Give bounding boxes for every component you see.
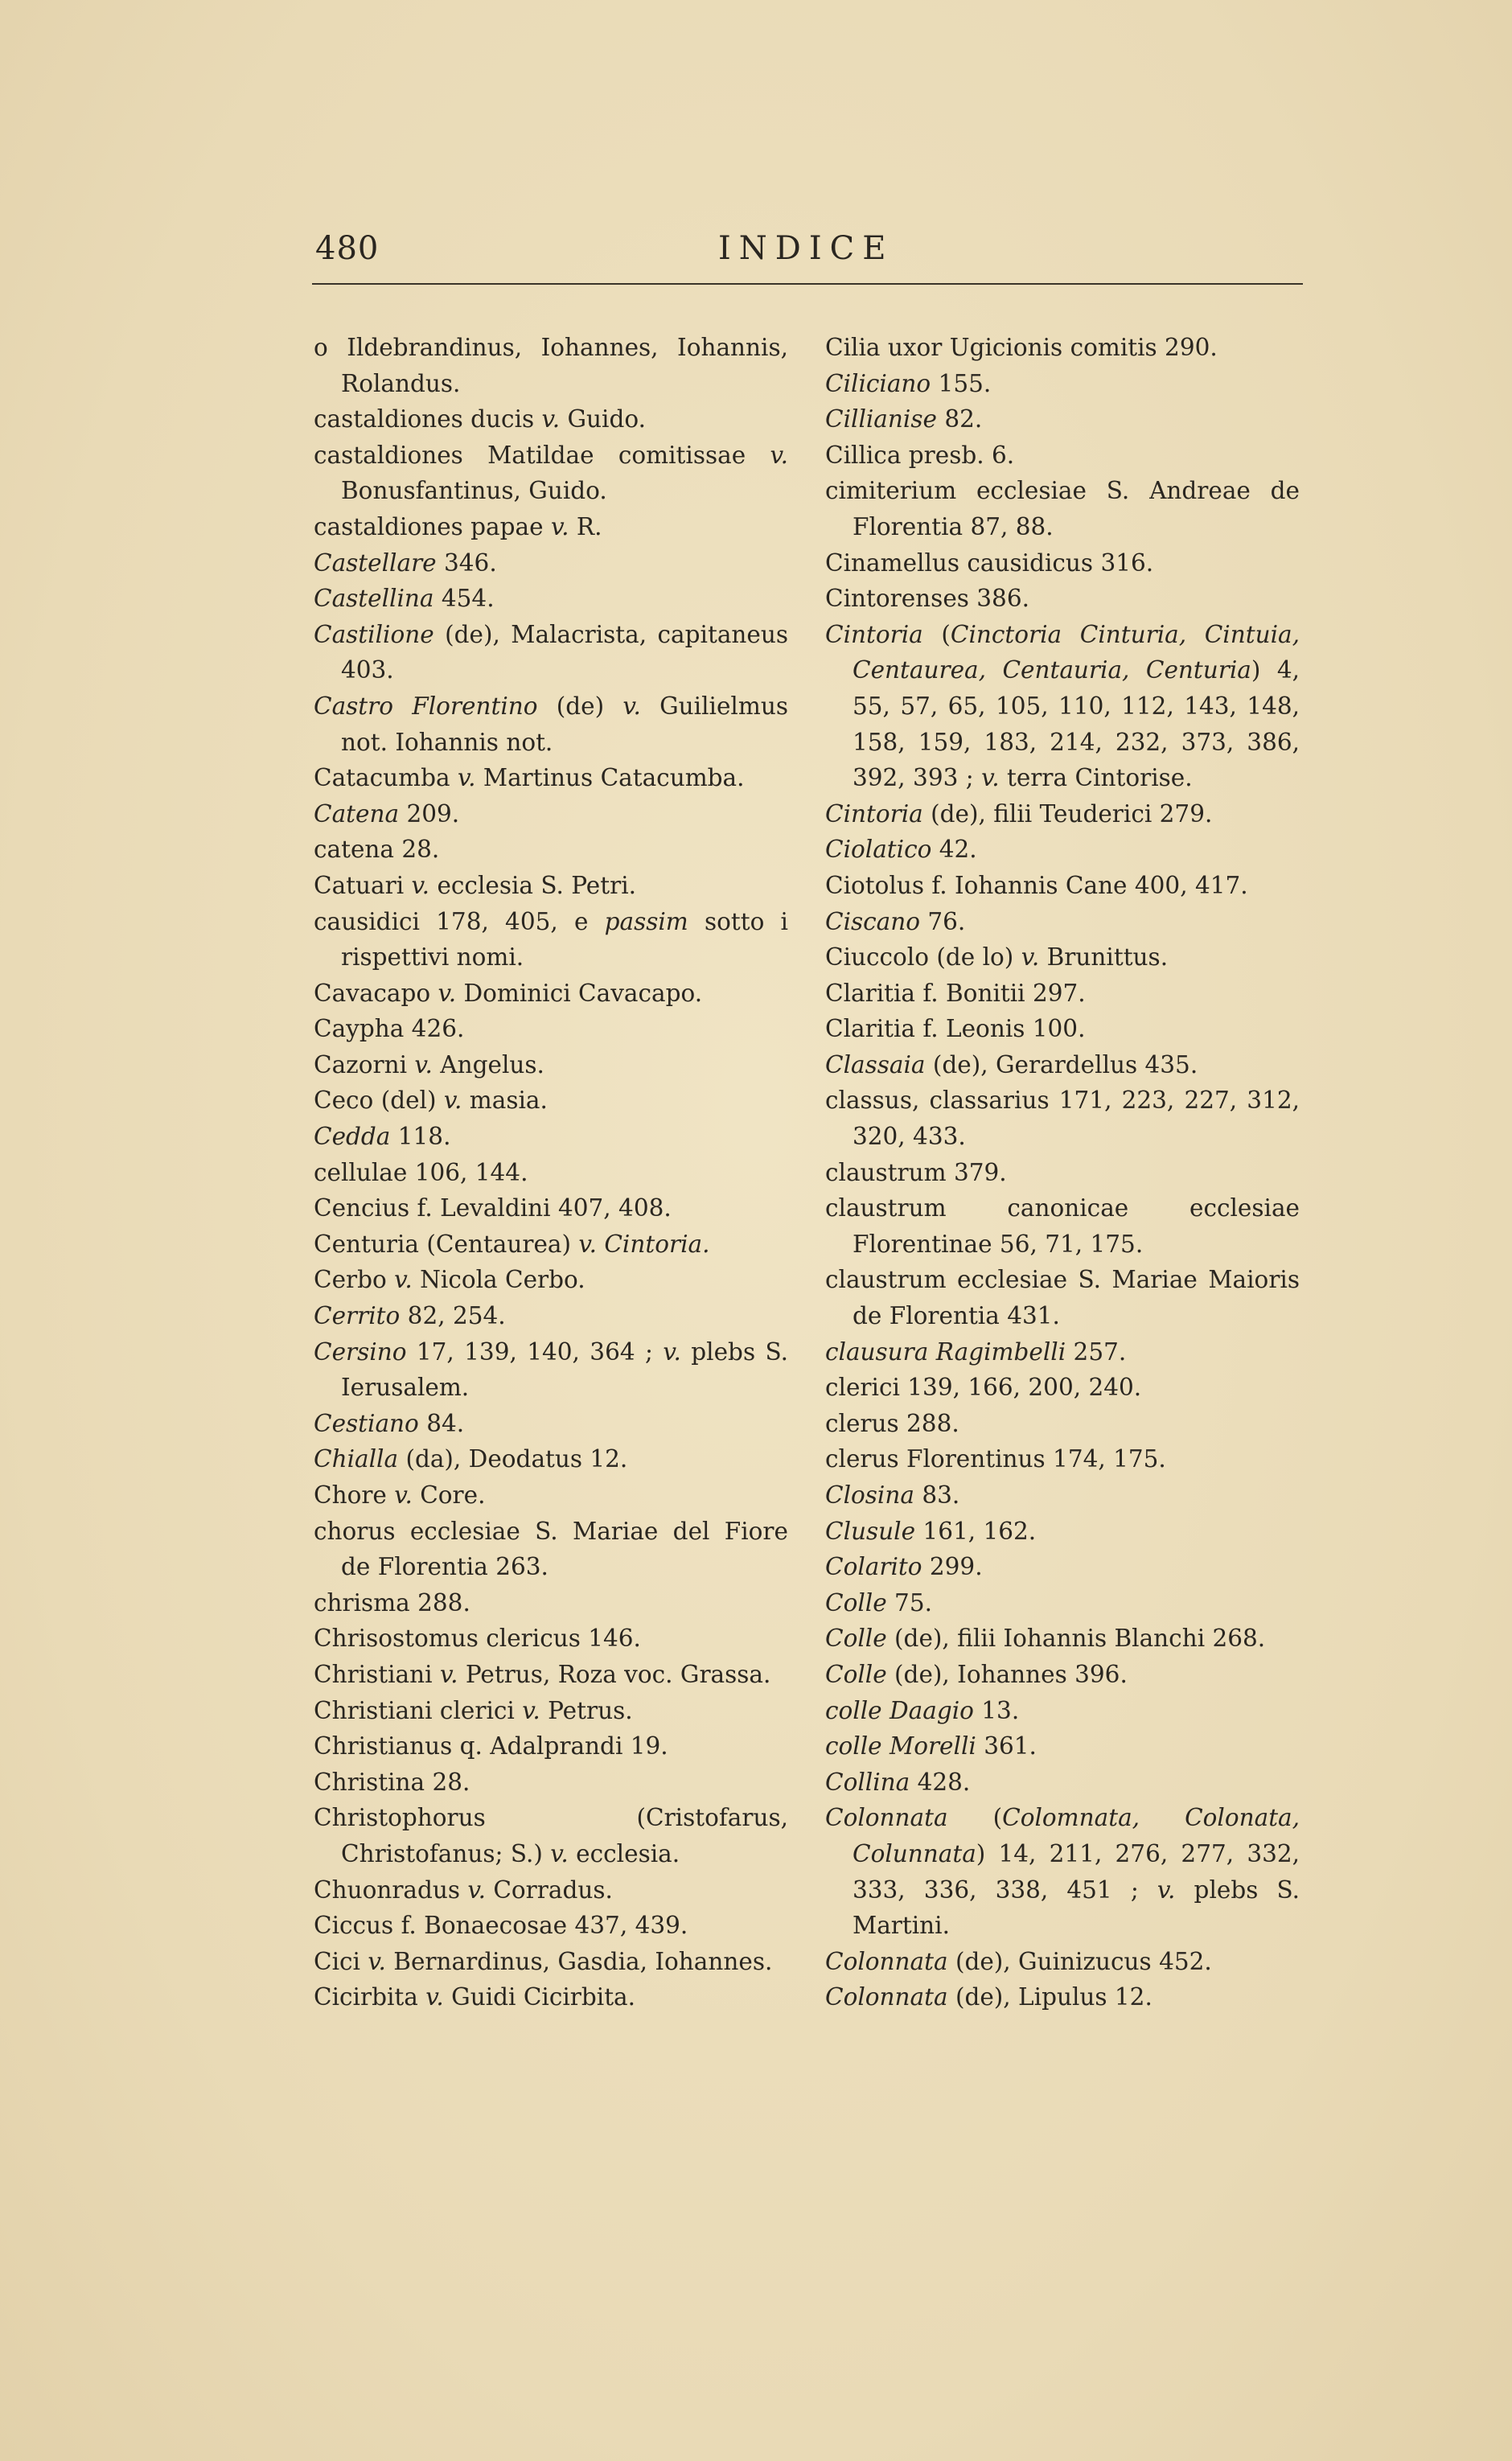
index-entry <box>825 832 1300 868</box>
index-entry-italic-text: Collina <box>825 1768 910 1796</box>
index-entry-italic-text: Cintoria. <box>604 1230 710 1258</box>
index-entry-italic-text: Cinctoria Cinturia, Cintuia, Centaurea, Centauria, Centuria <box>853 620 1300 684</box>
index-entry <box>825 1621 1300 1657</box>
index-entry-italic-text: v. <box>414 1050 433 1078</box>
index-entry-text: Centuria (Centaurea) <box>314 1230 579 1258</box>
index-entry-text: 84. <box>418 1409 465 1437</box>
index-entry-text: Petrus, Roza voc. Grassa. <box>458 1660 771 1688</box>
index-entry-text: (de), Guinizucus 452. <box>947 1947 1212 1975</box>
index-entry-text: Bonusfantinus, Guido. <box>341 477 607 505</box>
index-entry <box>314 1514 788 1585</box>
index-entry-text: chorus ecclesiae S. Mariae del Fiore de Florentia 263. <box>314 1517 788 1581</box>
index-entry-italic-text: Cersino <box>314 1337 407 1366</box>
index-entry-text: Cinamellus causidicus 316. <box>825 548 1154 577</box>
index-entry-italic-text: v. <box>394 1481 413 1509</box>
index-entry-italic-text: v. <box>411 871 430 899</box>
index-entry <box>314 1298 788 1334</box>
index-entry-italic-text: Castilione <box>314 620 434 648</box>
index-entry-text: Cicirbita <box>314 1983 426 2011</box>
index-entry <box>314 438 788 509</box>
index-entry-text: Martinus Catacumba. <box>475 764 745 792</box>
index-entry-text: plebs S. Martini. <box>853 1876 1300 1940</box>
index-entry-italic-text: v. <box>394 1266 413 1294</box>
index-entry-text: classus, classarius 171, 223, 227, 312, 320, 433. <box>825 1087 1300 1151</box>
index-entry-text: clerici 139, 166, 200, 240. <box>825 1374 1142 1402</box>
index-entry-text: 13. <box>973 1696 1020 1724</box>
index-entry-text: 75. <box>886 1588 932 1617</box>
index-entry-text: Cavacapo <box>314 979 438 1007</box>
index-entry-text: 118. <box>390 1123 451 1151</box>
index-entry-text: Brunittus. <box>1039 943 1169 972</box>
index-entry <box>825 976 1300 1012</box>
index-entry-text: Guido. <box>560 405 646 433</box>
index-entry-text: o Ildebrandinus, Iohannes, Iohannis, Rolandus. <box>314 334 788 397</box>
index-entry-text: 209. <box>399 799 460 828</box>
index-entry <box>314 1155 788 1191</box>
index-entry <box>825 1262 1300 1333</box>
index-entry-italic-text: Cestiano <box>314 1409 419 1437</box>
index-entry-italic-text: Cillianise <box>825 405 937 433</box>
index-entry-italic-text: v. <box>1021 943 1040 972</box>
index-entry <box>314 545 788 581</box>
running-title: INDICE <box>718 230 894 267</box>
index-entry-italic-text: Colle <box>825 1625 887 1653</box>
index-entry <box>314 1872 788 1908</box>
index-entry-italic-text: Ciscano <box>825 907 921 935</box>
index-entry-text: Cerbo <box>314 1266 395 1294</box>
index-entry-text: causidici 178, 405, e <box>314 907 605 935</box>
index-entry-text: Christina 28. <box>314 1768 470 1796</box>
index-entry <box>825 581 1300 617</box>
index-entry-italic-text: v. <box>438 979 457 1007</box>
index-entry-text: (de), Lipulus 12. <box>947 1983 1152 2011</box>
index-entry-italic-text: Closina <box>825 1481 914 1509</box>
index-entry-text: claustrum canonicae ecclesiae Florentinae 56, 71, 175. <box>825 1194 1300 1258</box>
index-entry-text: claustrum ecclesiae S. Mariae Maioris de Florentia 431. <box>825 1266 1300 1330</box>
index-entry <box>314 1011 788 1047</box>
index-entry-italic-text: Chialla <box>314 1445 399 1473</box>
index-entry <box>314 1334 788 1406</box>
index-entry-text: R. <box>569 512 602 540</box>
index-entry <box>825 1693 1300 1729</box>
index-entry-text: Chuonradus <box>314 1876 468 1904</box>
index-entry-text: 42. <box>931 836 977 864</box>
index-entry <box>825 401 1300 438</box>
index-entry-text: Christiani clerici <box>314 1696 523 1724</box>
index-entry <box>825 1370 1300 1406</box>
index-entry-text: terra Cintorise. <box>999 764 1193 792</box>
index-entry-text: castaldiones papae <box>314 512 551 540</box>
index-entry-italic-text: v. <box>541 405 561 433</box>
index-entry-italic-text: v. <box>578 1230 597 1258</box>
index-entry-italic-text: v. <box>550 512 569 540</box>
index-entry-text: Catuari <box>314 871 412 899</box>
index-entry <box>314 1083 788 1119</box>
index-entry-text: (de), Malacrista, capitaneus 403. <box>341 620 788 684</box>
index-entry-italic-text: colle Morelli <box>825 1732 976 1760</box>
index-entry-text: Cazorni <box>314 1050 415 1078</box>
index-entry-text: 454. <box>433 585 495 613</box>
index-entry-text: Nicola Cerbo. <box>412 1266 585 1294</box>
index-entry-italic-text: v. <box>457 764 476 792</box>
index-entry <box>314 1190 788 1226</box>
index-entry-text: 83. <box>914 1481 960 1509</box>
index-entry-italic-text: Colonnata <box>825 1947 948 1975</box>
index-entry-italic-text: Colonnata <box>825 1804 948 1832</box>
index-entry-text: Ciuccolo (de lo) <box>825 943 1021 972</box>
index-entry <box>825 1585 1300 1621</box>
index-entry <box>314 868 788 904</box>
index-entry <box>314 330 788 401</box>
index-entry-italic-text: Catena <box>314 799 400 828</box>
index-entry-italic-text: v. <box>425 1983 444 2011</box>
index-entry <box>825 1728 1300 1765</box>
index-entry <box>314 1979 788 2015</box>
index-entry-italic-text: v. <box>1157 1876 1176 1904</box>
index-entry <box>825 1155 1300 1191</box>
index-entry-italic-text: Ciliciano <box>825 369 931 397</box>
index-column-right <box>825 330 1300 2015</box>
index-entry-text: Christianus q. Adalprandi 19. <box>314 1732 668 1760</box>
index-entry-text: 76. <box>920 907 966 935</box>
index-entry-text: (de), filii Iohannis Blanchi 268. <box>886 1625 1266 1653</box>
index-entry-text: cimiterium ecclesiae S. Andreae de Florentia 87, 88. <box>825 477 1300 540</box>
index-entry-italic-text: Cintoria <box>825 799 923 828</box>
index-entry <box>825 1944 1300 1980</box>
index-entry-text: Catacumba <box>314 764 458 792</box>
index-entry <box>314 1800 788 1871</box>
index-entry <box>314 1262 788 1298</box>
index-entry-text: Guilielmus not. Iohannis not. <box>341 692 788 756</box>
index-entry-text: 428. <box>910 1768 971 1796</box>
index-entry-text: sotto i rispettivi nomi. <box>341 907 788 972</box>
index-entry-text: Angelus. <box>432 1050 544 1078</box>
index-entry-text: Cilia uxor Ugicionis comitis 290. <box>825 334 1218 361</box>
index-entry-text: plebs S. Ierusalem. <box>341 1337 789 1402</box>
index-entry <box>825 1190 1300 1262</box>
index-entry <box>825 1083 1300 1154</box>
index-entry <box>825 473 1300 544</box>
index-entry-italic-text: v. <box>622 692 641 720</box>
index-entry-italic-text: Colarito <box>825 1553 922 1581</box>
index-entry-text: masia. <box>462 1087 548 1115</box>
index-entry-text: Claritia f. Bonitii 297. <box>825 979 1086 1007</box>
index-entry <box>825 1979 1300 2015</box>
index-entry-italic-text: Castro Florentino <box>314 692 538 720</box>
index-entry <box>314 1477 788 1514</box>
index-entry-text: ) 14, 211, 276, 277, 332, 333, 336, 338, 451 ; <box>853 1839 1300 1904</box>
index-entry-text: 82. <box>936 405 983 433</box>
index-entry-text: Cencius f. Levaldini 407, 408. <box>314 1194 672 1222</box>
index-entry <box>825 1765 1300 1801</box>
index-entry-italic-text: Colle <box>825 1588 887 1617</box>
index-entry <box>314 1226 788 1263</box>
index-entry-italic-text: v. <box>550 1839 569 1867</box>
index-entry-italic-text: Colomnata, Colonata, Colunnata <box>853 1804 1300 1867</box>
index-entry-text: Ceco (del) <box>314 1087 444 1115</box>
index-entry-text: Cintorenses 386. <box>825 585 1029 613</box>
index-entry-text: (de), Gerardellus 435. <box>925 1050 1198 1078</box>
index-entry <box>825 1047 1300 1083</box>
index-entry <box>825 330 1300 366</box>
index-entry <box>825 939 1300 976</box>
index-entry <box>314 904 788 976</box>
index-entry-text: Caypha 426. <box>314 1015 465 1043</box>
header-rule <box>312 283 1303 285</box>
index-entry <box>825 1406 1300 1442</box>
index-entry-text: (de), filii Teuderici 279. <box>922 799 1213 828</box>
index-column-left <box>314 330 788 2015</box>
index-entry <box>314 509 788 545</box>
index-entry-text: cellulae 106, 144. <box>314 1158 528 1186</box>
index-entry <box>314 1621 788 1657</box>
index-entry <box>825 1657 1300 1693</box>
index-entry <box>314 401 788 438</box>
index-entry-text: Christiani <box>314 1660 440 1688</box>
index-entry-text: ecclesia. <box>568 1839 680 1867</box>
index-entry-italic-text: Clusule <box>825 1517 916 1545</box>
index-entry <box>825 1549 1300 1585</box>
index-entry <box>314 1047 788 1083</box>
index-entry <box>314 796 788 832</box>
index-entry <box>825 1514 1300 1550</box>
index-entry <box>314 1908 788 1944</box>
index-entry <box>314 617 788 688</box>
index-entry <box>314 1119 788 1155</box>
index-entry <box>314 1728 788 1765</box>
index-entry-text: Ciccus f. Bonaecosae 437, 439. <box>314 1912 688 1940</box>
index-entry-text: (da), Deodatus 12. <box>398 1445 628 1473</box>
index-entry-text: 346. <box>436 548 497 577</box>
index-entry-italic-text: Castellare <box>314 548 437 577</box>
page-header <box>312 230 1303 286</box>
index-entry-italic-text: Cintoria <box>825 620 923 648</box>
index-entry-text: Ciotolus f. Iohannis Cane 400, 417. <box>825 871 1248 899</box>
index-entry <box>825 1477 1300 1514</box>
index-entry-text: catena 28. <box>314 836 440 864</box>
index-entry <box>825 868 1300 904</box>
index-entry <box>314 1406 788 1442</box>
index-entry <box>825 1441 1300 1477</box>
index-entry-italic-text: v. <box>522 1696 540 1724</box>
index-entry-italic-text: Colle <box>825 1660 887 1688</box>
index-entry-italic-text: Cedda <box>314 1123 391 1151</box>
index-entry-text: castaldiones Matildae comitissae <box>314 441 770 469</box>
index-entry <box>314 1944 788 1980</box>
index-entry-text: Christophorus (Cristofarus, Christofanus; S.) <box>314 1804 788 1867</box>
index-entry <box>825 438 1300 474</box>
index-entry-text: ( <box>947 1804 1003 1832</box>
index-entry-italic-text: v. <box>439 1660 458 1688</box>
index-entry-text: castaldiones ducis <box>314 405 542 433</box>
index-entry <box>825 1800 1300 1943</box>
index-entry <box>825 617 1300 796</box>
index-entry-text: 361. <box>976 1732 1037 1760</box>
index-entry-text: Chrisostomus clericus 146. <box>314 1625 641 1653</box>
index-entry-text: 82, 254. <box>400 1302 506 1330</box>
index-entry-italic-text: Colonnata <box>825 1983 948 2011</box>
index-entry-text: Dominici Cavacapo. <box>456 979 703 1007</box>
index-entry-text: 155. <box>931 369 992 397</box>
index-entry-text: ecclesia S. Petri. <box>429 871 637 899</box>
index-entry-text: (de) <box>537 692 623 720</box>
index-entry-italic-text: v. <box>981 764 1000 792</box>
index-entry-italic-text: v. <box>467 1876 486 1904</box>
index-entry-text: Claritia f. Leonis 100. <box>825 1015 1086 1043</box>
index-entry-text: Cillica presb. 6. <box>825 441 1015 469</box>
index-entry-text: chrisma 288. <box>314 1588 470 1617</box>
index-entry <box>825 545 1300 581</box>
page-number: 480 <box>315 230 380 267</box>
index-entry <box>314 1765 788 1801</box>
index-entry <box>314 976 788 1012</box>
index-entry <box>825 366 1300 402</box>
index-entry-text: Guidi Cicirbita. <box>443 1983 636 2011</box>
index-entry-text <box>597 1230 604 1258</box>
index-entry-text: clerus Florentinus 174, 175. <box>825 1445 1166 1473</box>
index-entry-italic-text: v. <box>663 1337 681 1366</box>
index-entry <box>314 1441 788 1477</box>
index-entry <box>314 581 788 617</box>
index-entry-text: Corradus. <box>485 1876 613 1904</box>
index-entry-italic-text: v. <box>443 1087 462 1115</box>
index-entry <box>314 1585 788 1621</box>
index-entry <box>314 760 788 796</box>
index-entry-italic-text: Cerrito <box>314 1302 401 1330</box>
index-entry-text: claustrum 379. <box>825 1158 1007 1186</box>
index-entry <box>314 688 788 760</box>
index-entry-text: 161, 162. <box>915 1517 1037 1545</box>
index-entry-text: Bernardinus, Gasdia, Iohannes. <box>385 1947 773 1975</box>
index-entry-text: clerus 288. <box>825 1409 959 1437</box>
index-entry-text: 257. <box>1066 1337 1127 1366</box>
index-entry <box>825 796 1300 832</box>
index-entry <box>314 1657 788 1693</box>
index-entry-text: ) 4, 55, 57, 65, 105, 110, 112, 143, 148, 158, 159, 183, 214, 232, 373, 386, 392, 393 ; <box>853 656 1300 792</box>
index-entry-text: 17, 139, 140, 364 ; <box>406 1337 664 1366</box>
index-entry-italic-text: clausura Ragimbelli <box>825 1337 1066 1366</box>
index-entry <box>314 832 788 868</box>
index-entry-italic-text: v. <box>770 441 788 469</box>
index-entry <box>825 904 1300 940</box>
index-entry-italic-text: Castellina <box>314 585 434 613</box>
index-entry-text: 299. <box>922 1553 983 1581</box>
index-entry-text: Cici <box>314 1947 368 1975</box>
index-entry-italic-text: Ciolatico <box>825 836 932 864</box>
index-entry-text: Petrus. <box>540 1696 633 1724</box>
index-entry-italic-text: Classaia <box>825 1050 926 1078</box>
index-entry-text: (de), Iohannes 396. <box>886 1660 1128 1688</box>
index-entry-italic-text: passim <box>604 907 688 935</box>
index-entry <box>825 1011 1300 1047</box>
index-entry <box>825 1334 1300 1370</box>
index-entry-italic-text: colle Daagio <box>825 1696 974 1724</box>
index-entry-italic-text: v. <box>368 1947 386 1975</box>
index-entry-text: Chore <box>314 1481 395 1509</box>
index-entry <box>314 1693 788 1729</box>
index-entry-text: Core. <box>412 1481 486 1509</box>
index-entry-text: ( <box>922 620 951 648</box>
